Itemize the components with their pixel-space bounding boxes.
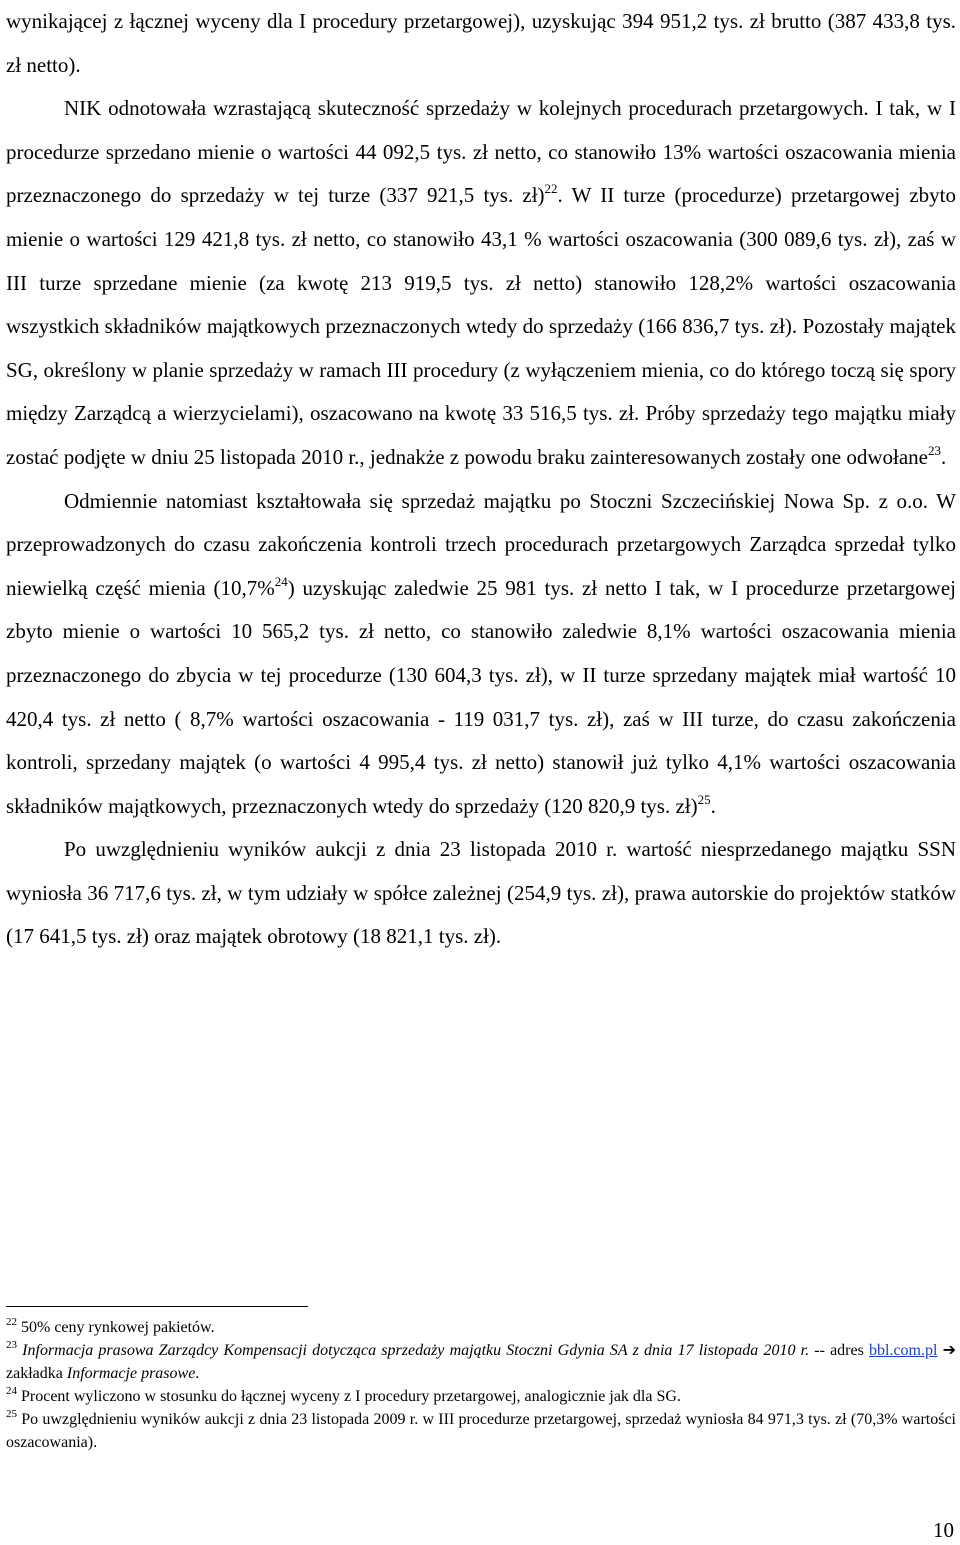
- arrow-right-icon: ➔: [937, 1342, 957, 1359]
- footnote-separator: [6, 1306, 308, 1307]
- paragraph-2-text-a: NIK odnotowała wzrastającą skuteczność sprzedaży w kolejnych procedurach przetargowych. I tak, w I procedurze sprzedano mienie o wartości 44 092,5 tys. zł netto, co stanowiło 13% wartości oszacowania mienia przeznaczonego do sprzedaży w tej turze (337 921,5 tys. zł): [6, 96, 956, 208]
- paragraph-2-text-b: . W II turze (procedurze) przetargowej zbyto mienie o wartości 129 421,8 tys. zł netto, co stanowiło 43,1 % wartości oszacowania (300 089,6 tys. zł), zaś w III turze sprzedane mienie (za kwotę 213 919,5 tys. zł netto) stanowiło 128,2% wartości oszacowania wszystkich składników majątkowych przeznaczonych wtedy do sprzedaży (166 836,7 tys. zł). Pozostały majątek SG, określony w planie sprzedaży w ramach III procedury (z wyłączeniem mienia, co do którego toczą się spory między Zarządcą a wierzycielami), oszacowano na kwotę 33 516,5 tys. zł. Próby sprzedaży tego majątku miały zostać podjęte w dniu 25 listopada 2010 r., jednakże z powodu braku zainteresowanych zostały one odwołane: [6, 183, 957, 469]
- paragraph-2: [6, 87, 956, 479]
- footnote-23: [6, 1339, 956, 1385]
- footnote-24-number: 24: [6, 1384, 17, 1397]
- footnote-25-number: 25: [6, 1407, 17, 1420]
- footnote-ref-24: 24: [274, 573, 288, 589]
- footnotes: [6, 1316, 956, 1454]
- paragraph-4: [6, 828, 956, 959]
- footnote-23-link[interactable]: bbl.com.pl: [869, 1342, 938, 1359]
- paragraph-1-text: wynikającej z łącznej wyceny dla I procedury przetargowej), uzyskując 394 951,2 tys. zł brutto (387 433,8 tys. zł netto).: [6, 9, 956, 77]
- paragraph-2-text-c: .: [940, 444, 947, 469]
- footnote-25-text: Po uwzględnieniu wyników aukcji z dnia 23 listopada 2009 r. w III procedurze przetargowej, sprzedaż wyniosła 84 971,3 tys. zł (70,3% wartości oszacowania).: [6, 1411, 956, 1451]
- footnote-23-text-e: .: [195, 1365, 200, 1382]
- footnote-22: [6, 1316, 956, 1339]
- footnote-23-text-b: - adres: [819, 1342, 869, 1359]
- footnote-23-text-a: Informacja prasowa Zarządcy Kompensacji dotycząca sprzedaży majątku Stoczni Gdynia SA z dnia 17 listopada 2010 r. -: [17, 1342, 820, 1359]
- footnote-ref-23: 23: [927, 442, 941, 458]
- footnote-23-text-c: zakładka: [6, 1365, 67, 1382]
- paragraph-1: [6, 0, 956, 87]
- footnote-23-number: 23: [6, 1338, 17, 1351]
- footnote-25: [6, 1408, 956, 1454]
- paragraph-3-text-c: .: [710, 793, 716, 818]
- footnote-23-text-d: Informacje prasowe: [66, 1365, 196, 1382]
- paragraph-4-text: Po uwzględnieniu wyników aukcji z dnia 23 listopada 2010 r. wartość niesprzedanego majątku SSN wyniosła 36 717,6 tys. zł, w tym udziały w spółce zależnej (254,9 tys. zł), prawa autorskie do projektów statków (17 641,5 tys. zł) oraz majątek obrotowy (18 821,1 tys. zł).: [6, 837, 956, 949]
- paragraph-3-text-a: Odmiennie natomiast kształtowała się sprzedaż majątku po Stoczni Szczecińskiej Nowa Sp. z o.o. W przeprowadzonych do czasu zakończenia kontroli trzech procedurach przetargowych Zarządca sprzedał tylko niewielką część mienia (10,7%: [6, 488, 956, 600]
- footnote-22-text: 50% ceny rynkowej pakietów.: [17, 1319, 215, 1336]
- footnote-24: [6, 1385, 956, 1408]
- paragraph-3-text-b: ) uzyskując zaledwie 25 981 tys. zł netto I tak, w I procedurze przetargowej zbyto mienie o wartości 10 565,2 tys. zł netto, co stanowiło zaledwie 8,1% wartości oszacowania mienia przeznaczonego do zbycia w tej procedurze (130 604,3 tys. zł), w II turze sprzedany majątek miał wartość 10 420,4 tys. zł netto ( 8,7% wartości oszacowania - 119 031,7 tys. zł), zaś w III turze, do czasu zakończenia kontroli, sprzedany majątek (o wartości 4 995,4 tys. zł netto) stanowił już tylko 4,1% wartości oszacowania składników majątkowych, przeznaczonych wtedy do sprzedaży (120 820,9 tys. zł): [6, 575, 956, 818]
- footnote-22-number: 22: [6, 1315, 17, 1328]
- page-number: 10: [933, 1518, 954, 1542]
- body-text: [6, 0, 956, 959]
- footnote-ref-22: 22: [544, 181, 558, 197]
- footnote-24-text: Procent wyliczono w stosunku do łącznej wyceny z I procedury przetargowej, analogicznie jak dla SG.: [17, 1388, 681, 1405]
- footnote-ref-25: 25: [697, 791, 711, 807]
- paragraph-3: [6, 480, 956, 829]
